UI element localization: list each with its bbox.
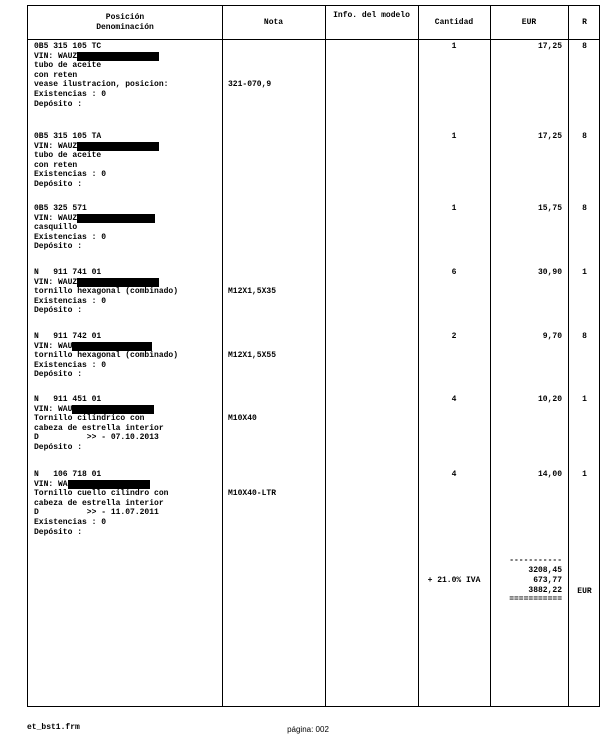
iva-amount: 673,77: [533, 576, 562, 585]
item-description-line: Existencias : 0: [34, 296, 107, 306]
redaction-bar: [77, 278, 159, 287]
item-nota: M12X1,5X35: [228, 287, 277, 297]
item-description-line: N 911 742 01: [34, 332, 102, 341]
item-description-line: [34, 214, 155, 224]
item-description-line: 0B5 315 105 TA: [34, 132, 102, 141]
item-description-line: Existencias : 0: [34, 232, 107, 242]
totals-separator-top: -----------: [509, 556, 562, 565]
item-nota: M12X1,5X55: [228, 351, 277, 361]
vin-text: VIN: WAU: [34, 404, 73, 414]
item-eur: 17,25: [537, 132, 562, 141]
item-r: 8: [582, 42, 587, 51]
item-description-line: vease ilustracion, posicion:: [34, 80, 169, 90]
column-divider: [418, 6, 419, 706]
item-r: 8: [582, 132, 587, 141]
item-description-line: Existencias : 0: [34, 360, 107, 370]
item-description: [34, 395, 164, 453]
item-nota: M10X40-LTR: [228, 489, 277, 499]
item-description: [34, 132, 159, 190]
item-description-line: Tornillo cuello cilindro con: [34, 489, 169, 499]
item-description: [34, 470, 168, 537]
item-description-line: [34, 278, 178, 288]
redaction-bar: [77, 214, 155, 223]
redaction-bar: [77, 52, 159, 61]
total-currency: EUR: [577, 587, 592, 596]
item-cantidad: 4: [451, 470, 457, 479]
vin-text: VIN: WAU: [34, 341, 73, 351]
item-description-line: tornillo hexagonal (combinado): [34, 287, 179, 297]
item-cantidad: 6: [451, 268, 457, 277]
iva-label: + 21.0% IVA: [427, 576, 481, 585]
column-divider: [222, 6, 223, 706]
page-number: página: 002: [287, 725, 329, 734]
item-description-line: [34, 405, 164, 415]
item-description-line: [34, 480, 168, 490]
invoice-table: [27, 5, 600, 707]
item-description-line: Existencias : 0: [34, 170, 107, 180]
item-nota: 321-070,9: [228, 80, 272, 90]
item-cantidad: 4: [451, 395, 457, 404]
item-eur: 14,00: [537, 470, 562, 479]
item-description-line: Depósito :: [34, 99, 83, 109]
redaction-bar: [77, 142, 159, 151]
item-description-line: cabeza de estrella interior: [34, 423, 164, 433]
item-r: 8: [582, 332, 587, 341]
redaction-bar: [72, 405, 154, 414]
item-description-line: D >> - 11.07.2011: [34, 508, 159, 518]
item-description-line: tubo de aceite: [34, 61, 102, 71]
item-eur: 9,70: [542, 332, 562, 341]
item-description-line: Depósito :: [34, 370, 83, 380]
item-r: 8: [582, 204, 587, 213]
item-eur: 17,25: [537, 42, 562, 51]
item-description-line: Existencias : 0: [34, 89, 107, 99]
header-divider: [28, 39, 599, 40]
item-description-line: casquillo: [34, 223, 78, 233]
item-description-line: Depósito :: [34, 527, 83, 537]
item-r: 1: [582, 268, 587, 277]
item-eur: 10,20: [537, 395, 562, 404]
header-eur: EUR: [521, 17, 537, 27]
column-divider: [325, 6, 326, 706]
item-description-line: [34, 52, 168, 62]
item-description-line: D >> - 07.10.2013: [34, 433, 159, 443]
item-r: 1: [582, 470, 587, 479]
item-nota: M10X40: [228, 414, 257, 424]
header-info-modelo: Info. del modelo: [333, 11, 410, 20]
item-description-line: Depósito :: [34, 179, 83, 189]
total-amount: 3882,22: [528, 586, 562, 595]
item-description-line: N 911 451 01: [34, 395, 102, 404]
item-r: 1: [582, 395, 587, 404]
redaction-bar: [68, 480, 150, 489]
item-description: [34, 268, 178, 316]
vin-text: VIN: WAUZ: [34, 213, 78, 223]
vin-text: VIN: WAUZ: [34, 51, 78, 61]
item-description-line: Existencias : 0: [34, 517, 107, 527]
item-cantidad: 1: [451, 132, 457, 141]
item-description-line: 0B5 325 571: [34, 204, 87, 213]
item-cantidad: 1: [451, 42, 457, 51]
subtotal-amount: 3208,45: [528, 566, 562, 575]
redaction-bar: [72, 342, 152, 351]
header-posicion: Posición Denominación: [96, 12, 154, 32]
header-nota: Nota: [263, 17, 284, 27]
item-description-line: cabeza de estrella interior: [34, 498, 164, 508]
item-description-line: con reten: [34, 70, 78, 80]
item-cantidad: 1: [451, 204, 457, 213]
column-divider: [568, 6, 569, 706]
totals-separator-bottom: ===========: [509, 595, 562, 604]
item-description-line: con reten: [34, 160, 78, 170]
item-description-line: N 106 718 01: [34, 470, 102, 479]
vin-text: VIN: WAUZ: [34, 277, 78, 287]
item-description-line: Depósito :: [34, 306, 83, 316]
item-description: [34, 42, 168, 109]
vin-text: VIN: WAUZ: [34, 141, 78, 151]
header-r: R: [582, 17, 587, 27]
item-description-line: tubo de aceite: [34, 151, 102, 161]
item-description: [34, 332, 178, 380]
item-description-line: Depósito :: [34, 242, 83, 252]
header-cantidad: Cantidad: [434, 17, 474, 27]
item-eur: 15,75: [537, 204, 562, 213]
item-eur: 30,90: [537, 268, 562, 277]
item-cantidad: 2: [451, 332, 457, 341]
item-description-line: Tornillo cilíndrico con: [34, 414, 145, 424]
item-description-line: [34, 342, 178, 352]
item-description-line: tornillo hexagonal (combinado): [34, 351, 179, 361]
item-description: [34, 204, 155, 252]
item-description-line: 0B5 315 105 TC: [34, 42, 102, 51]
item-description-line: Depósito :: [34, 442, 83, 452]
item-description-line: [34, 142, 159, 152]
form-name: et_bst1.frm: [27, 723, 80, 732]
item-description-line: N 911 741 01: [34, 268, 102, 277]
vin-text: VIN: WA: [34, 479, 68, 489]
